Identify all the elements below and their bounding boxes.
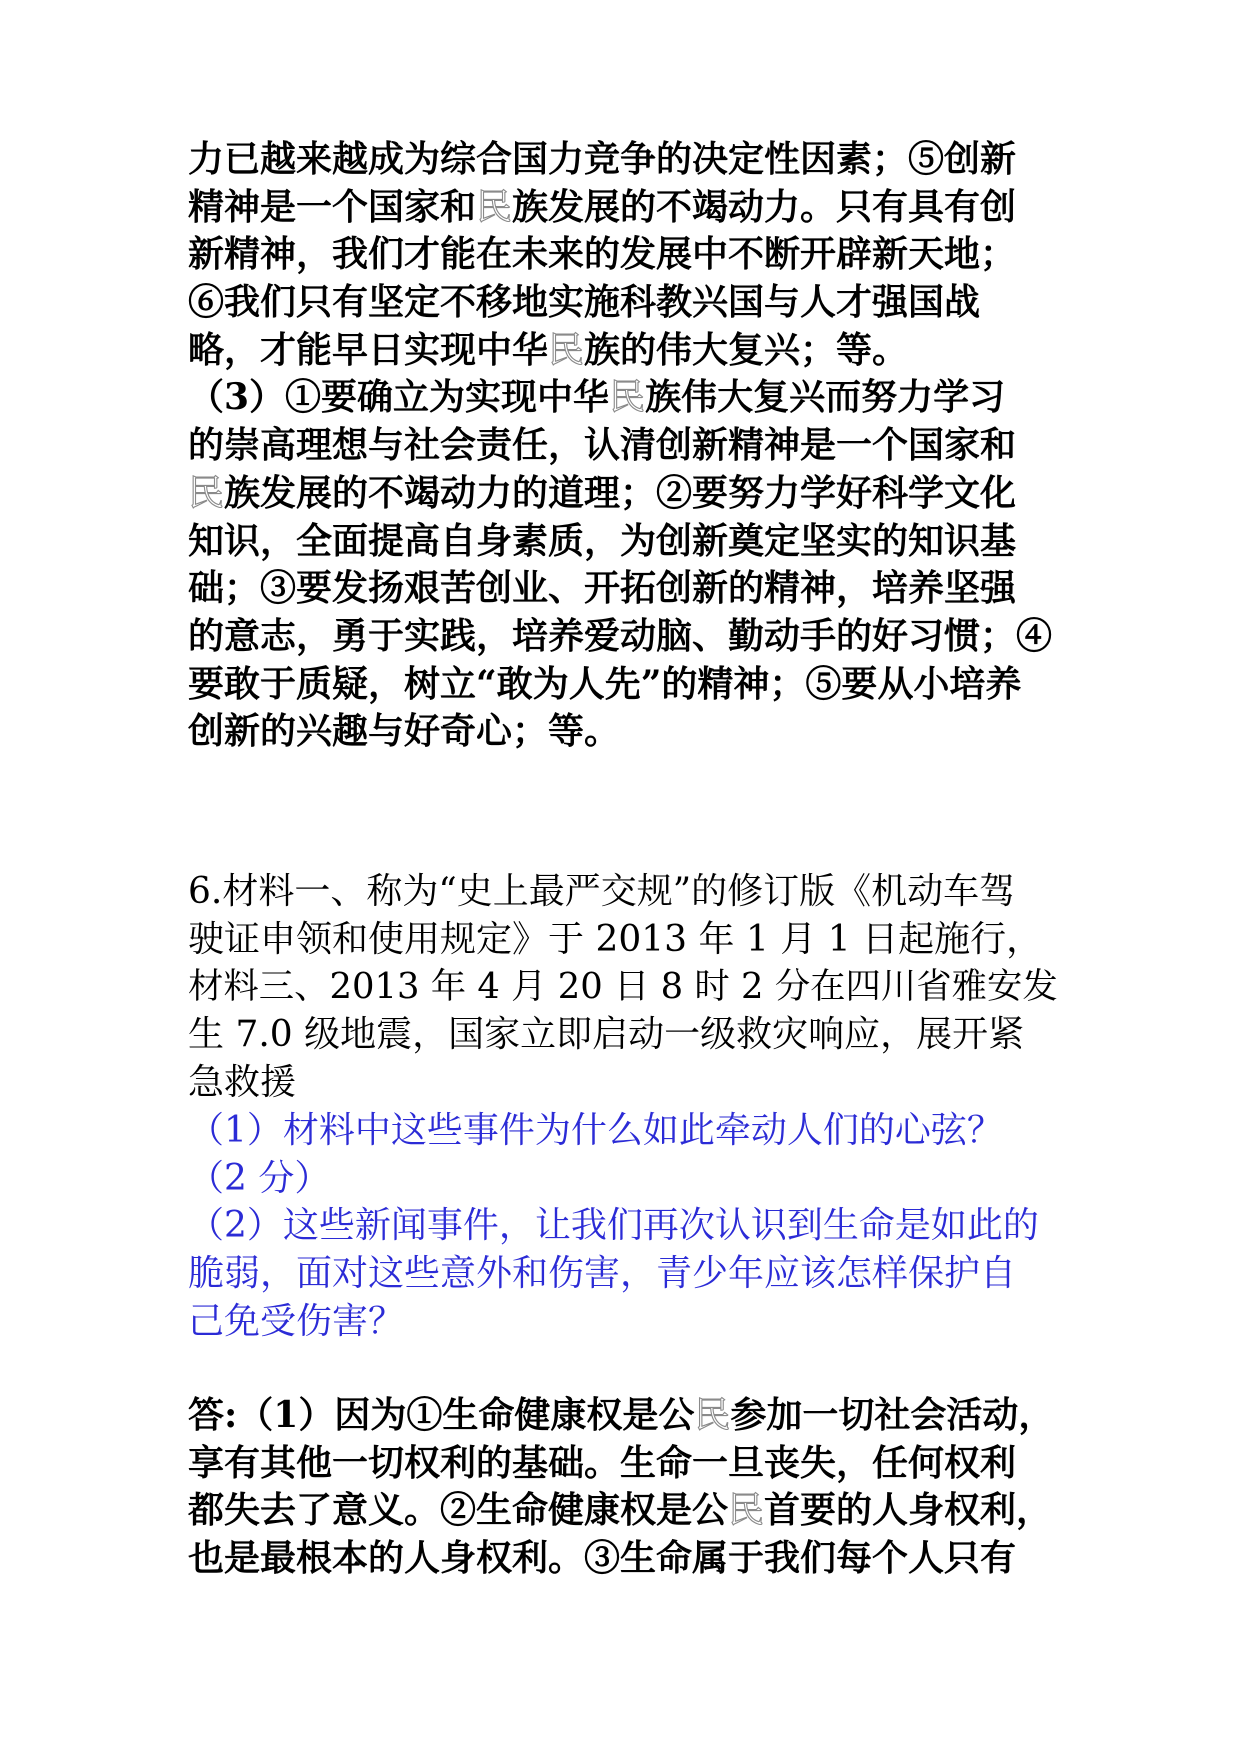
outlined-char: 民 xyxy=(476,186,513,228)
answer-line: 知识，全面提高自身素质，为创新奠定坚实的知识基 xyxy=(188,519,1017,562)
outlined-char: 民 xyxy=(728,1490,765,1532)
answer-line: 都失去了意义。②生命健康权是公民首要的人身权利， xyxy=(188,1489,1053,1532)
question-line: （2 分） xyxy=(188,1157,331,1199)
answer-line: 也是最根本的人身权利。③生命属于我们每个人只有 xyxy=(188,1537,1017,1580)
material-line: 驶证申领和使用规定》于 2013 年 1 月 1 日起施行， xyxy=(188,918,1043,960)
answer-line: 创新的兴趣与好奇心；等。 xyxy=(188,710,621,753)
question-6-prompts xyxy=(188,1107,1058,1345)
answer-line: 精神是一个国家和民族发展的不竭动力。只有具有创 xyxy=(188,185,1017,228)
answer-line: 的崇高理想与社会责任，认清创新精神是一个国家和 xyxy=(188,424,1017,467)
outlined-char: 民 xyxy=(694,1395,731,1436)
answer-line: ⑥我们只有坚定不移地实施科教兴国与人才强国战 xyxy=(188,281,981,324)
answer-line: 答:（1）因为①生命健康权是公民参加一切社会活动， xyxy=(188,1394,1055,1436)
outlined-char: 民 xyxy=(548,329,585,371)
outlined-char: 民 xyxy=(188,472,225,514)
question-6-material xyxy=(188,868,1058,1106)
answer-line: 享有其他一切权利的基础。生命一旦丧失，任何权利 xyxy=(188,1441,1017,1484)
question-line: 脆弱，面对这些意外和伤害，青少年应该怎样保护自 xyxy=(188,1253,1017,1295)
answer-part-1 xyxy=(188,136,1058,756)
material-line: 生 7.0 级地震，国家立即启动一级救灾响应，展开紧 xyxy=(188,1014,1025,1056)
question-line: （2）这些新闻事件，让我们再次认识到生命是如此的 xyxy=(188,1205,1039,1247)
question-line: （1）材料中这些事件为什么如此牵动人们的心弦？ xyxy=(188,1110,1003,1151)
outlined-char: 民 xyxy=(609,377,646,419)
answer-line: 础；③要发扬艰苦创业、开拓创新的精神，培养坚强 xyxy=(188,567,1017,610)
material-line: 6.材料一、称为“史上最严交规”的修订版《机动车驾 xyxy=(188,871,1016,912)
material-line: 材料三、2013 年 4 月 20 日 8 时 2 分在四川省雅安发 xyxy=(188,966,1058,1008)
answer-line: 要敢于质疑，树立“敢为人先”的精神；⑤要从小培养 xyxy=(188,662,1022,705)
answer-line: 力已越来越成为综合国力竞争的决定性因素；⑤创新 xyxy=(188,138,1017,180)
answer-part-2 xyxy=(188,1392,1058,1583)
question-line: 己免受伤害？ xyxy=(188,1300,405,1342)
answer-line: 民族发展的不竭动力的道理；②要努力学好科学文化 xyxy=(188,471,1017,514)
answer-line: 略，才能早日实现中华民族的伟大复兴；等。 xyxy=(188,328,909,371)
answer-line: （3）①要确立为实现中华民族伟大复兴而努力学习 xyxy=(188,376,1006,419)
answer-line: 的意志，勇于实践，培养爱动脑、勤动手的好习惯；④ xyxy=(188,614,1053,657)
answer-line: 新精神，我们才能在未来的发展中不断开辟新天地； xyxy=(188,233,1017,276)
material-line: 急救援 xyxy=(188,1061,297,1103)
